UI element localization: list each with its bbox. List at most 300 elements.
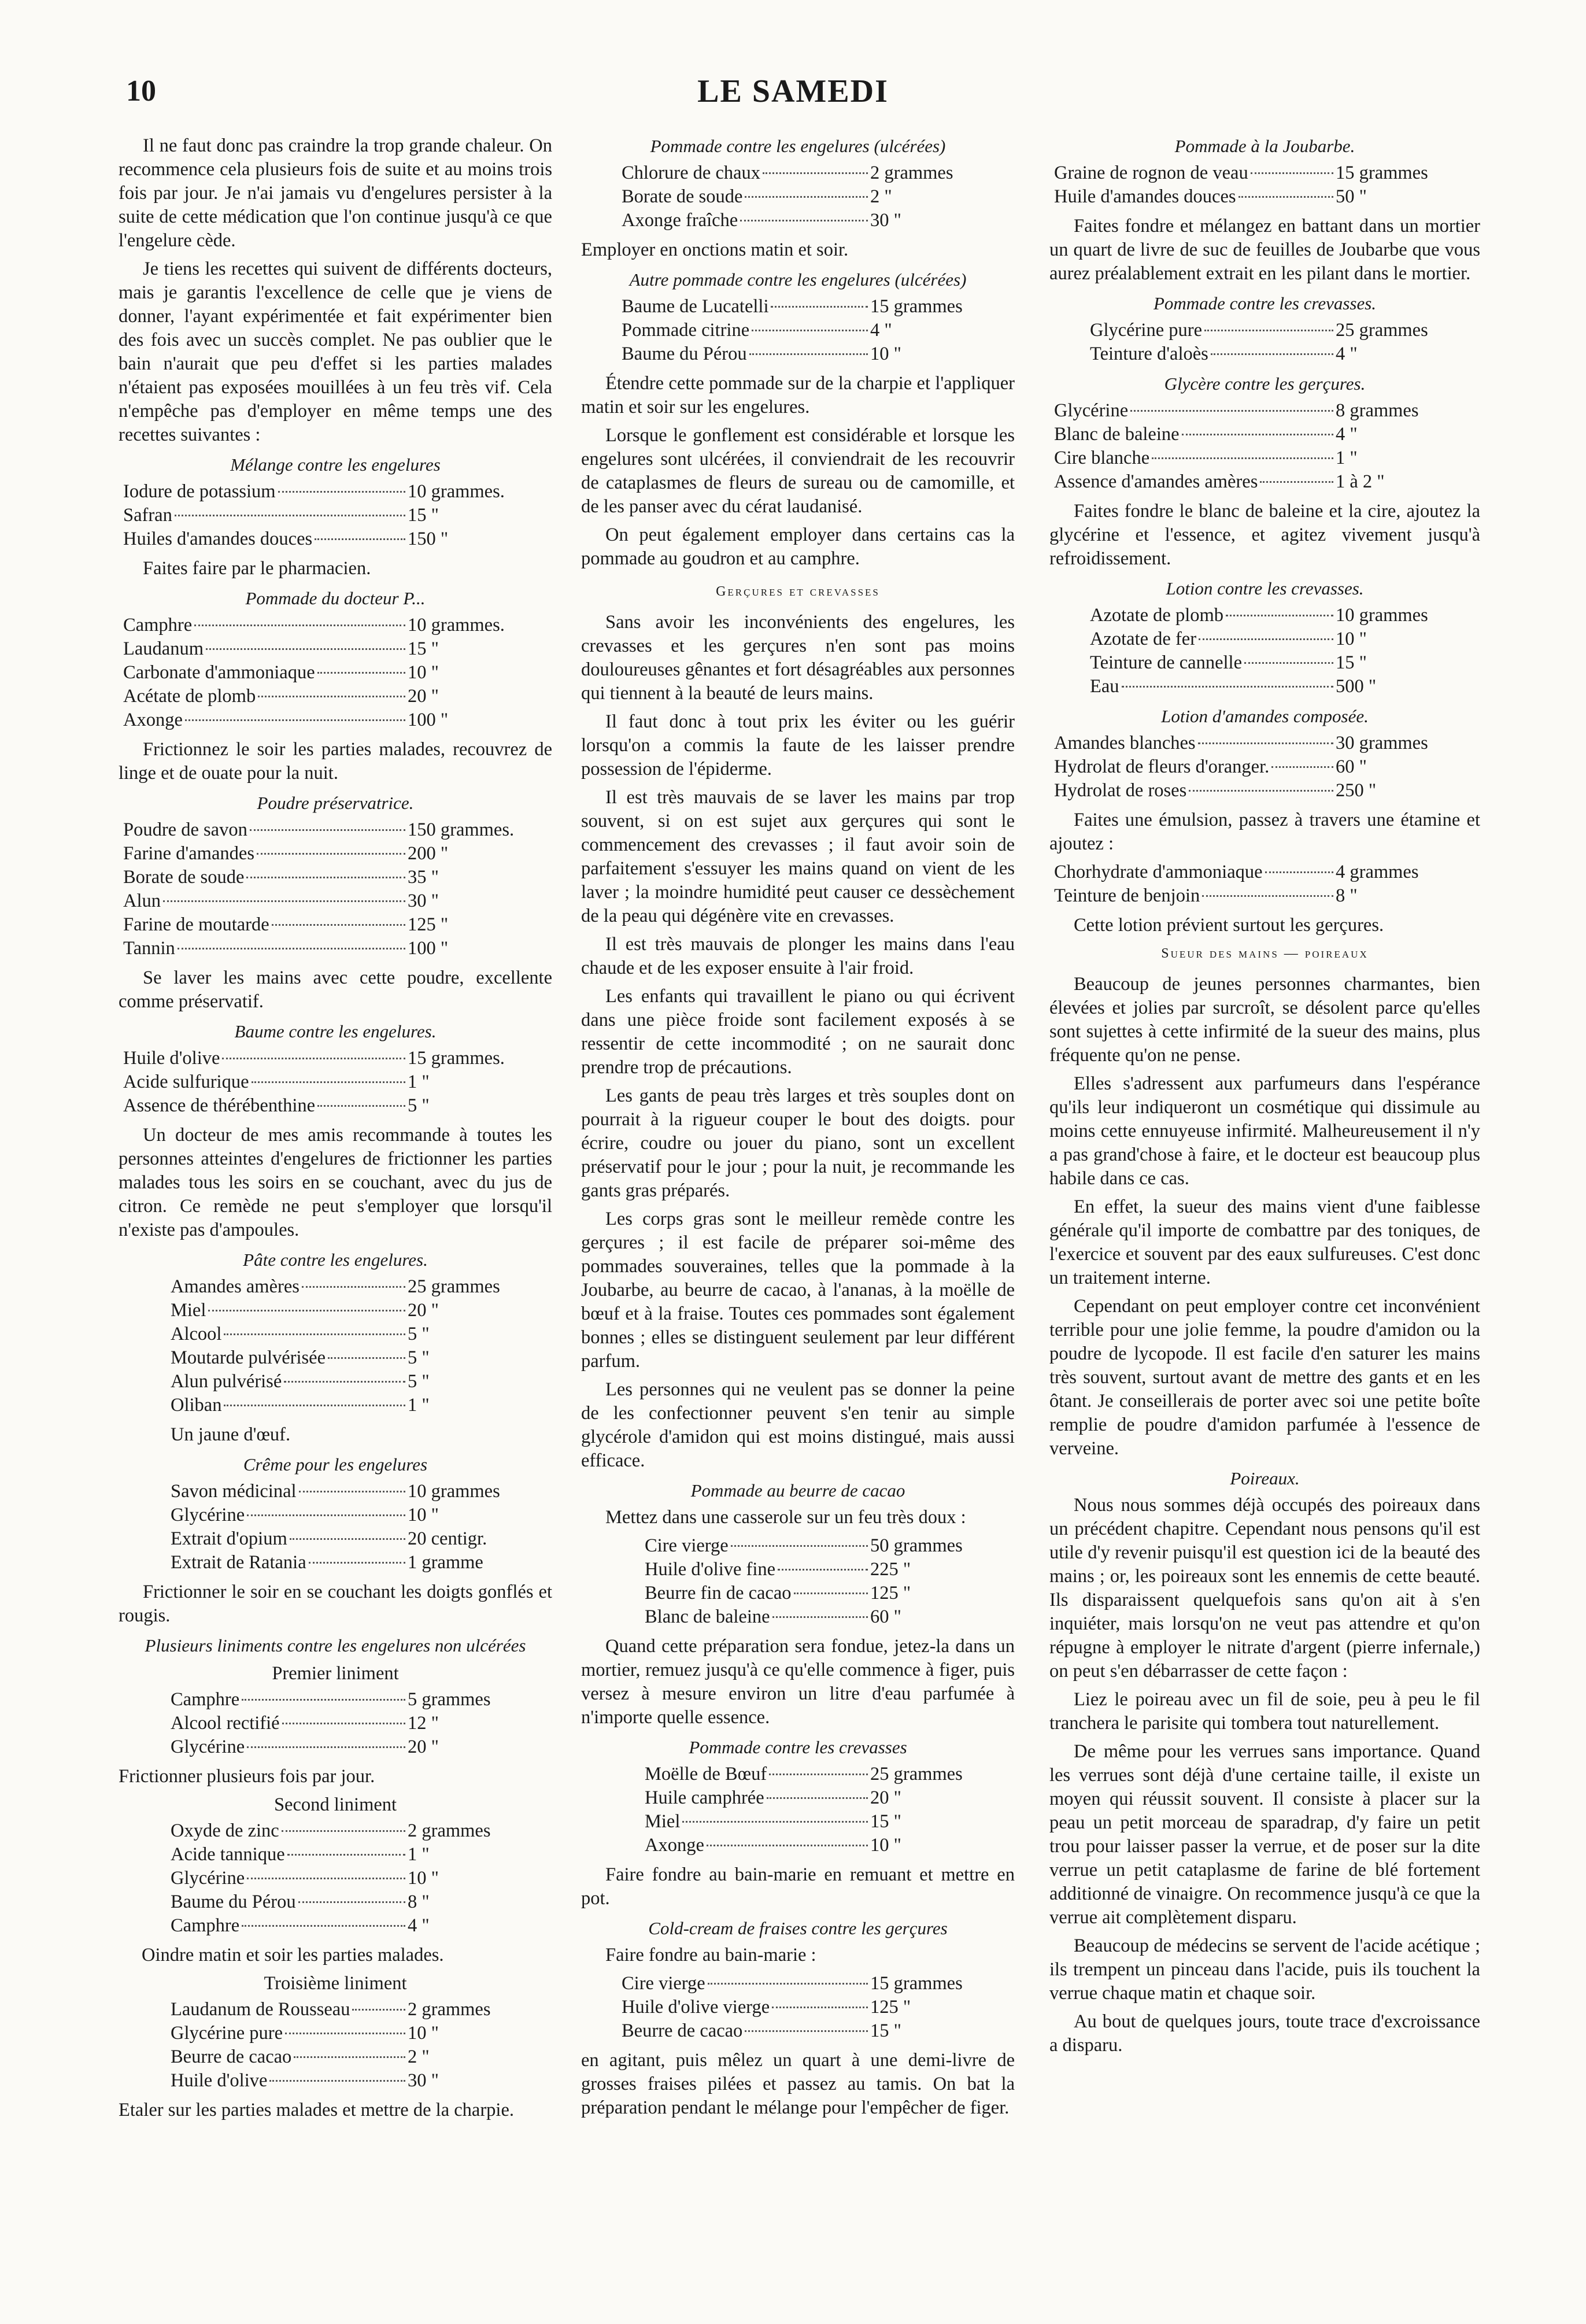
- ingredient-name: Chorhydrate d'ammoniaque: [1054, 862, 1263, 882]
- dot-leader: [1251, 172, 1333, 174]
- dot-leader: [1239, 196, 1333, 198]
- dot-leader: [252, 1081, 405, 1083]
- recipe-note: Oindre matin et soir les parties malades.: [142, 1945, 444, 1965]
- ingredient-name: Azotate de plomb: [1090, 605, 1224, 626]
- ingredient-quantity: 10 ": [1336, 629, 1367, 649]
- ingredient-name: Hydrolat de roses: [1054, 780, 1187, 801]
- ingredient-quantity: 1 à 2 ": [1336, 471, 1385, 492]
- ingredient-row: [171, 1322, 552, 1346]
- ingredient-row: [171, 1712, 552, 1735]
- ingredient-quantity: 5 ": [408, 1095, 430, 1116]
- dot-leader: [278, 491, 405, 493]
- dot-leader: [298, 1901, 405, 1903]
- paragraph: Beaucoup de jeunes personnes charmantes, bien élevées et jolies par surcroît, se désolent parce qu'elles sont sujettes à cette infirmité de la sueur des mains, plus fréquente qu'on ne pense.: [1049, 974, 1480, 1066]
- ingredient-quantity: 10 grammes.: [408, 615, 505, 636]
- ingredient-name: Huile d'amandes douces: [1054, 186, 1236, 207]
- recipe-title: Pommade du docteur P...: [245, 588, 426, 608]
- ingredient-name: Eau: [1090, 676, 1119, 697]
- ingredient-name: Huile d'olive: [171, 2070, 268, 2091]
- ingredient-name: Tannin: [123, 938, 175, 959]
- ingredient-row: [171, 2069, 552, 2093]
- ingredient-name: Baume de Lucatelli: [622, 296, 769, 317]
- ingredient-quantity: 100 ": [408, 938, 449, 959]
- ingredient-quantity: 150 grammes.: [408, 819, 515, 840]
- dot-leader: [285, 2033, 405, 2034]
- ingredient-quantity: 4 ": [1336, 343, 1358, 364]
- ingredient-name: Azotate de fer: [1090, 629, 1197, 649]
- ingredient-quantity: 15 grammes: [1336, 162, 1428, 183]
- ingredient-quantity: 10 ": [408, 662, 439, 683]
- ingredient-quantity: 2 ": [870, 186, 892, 207]
- ingredient-name: Savon médicinal: [171, 1481, 297, 1502]
- ingredient-quantity: 5 ": [408, 1371, 430, 1392]
- dot-leader: [258, 696, 405, 697]
- ingredient-quantity: 20 ": [408, 686, 439, 707]
- page-title: LE SAMEDI: [697, 73, 889, 109]
- recipe-note: en agitant, puis mêlez un quart à une demi-livre de grosses fraises pilées et passez au tamis. On bat la préparation pendant le mélange pour l'empêcher de figer.: [581, 2050, 1015, 2118]
- ingredient-row: [622, 1996, 1015, 2019]
- dot-leader: [247, 1878, 405, 1879]
- ingredient-quantity: 15 ": [408, 505, 439, 526]
- ingredient-name: Huile d'olive: [123, 1048, 220, 1069]
- ingredient-quantity: 125 ": [408, 914, 449, 935]
- ingredient-row: [1090, 342, 1480, 366]
- dot-leader: [328, 1357, 405, 1359]
- ingredient-row: [1054, 884, 1480, 908]
- ingredient-quantity: 60 ": [870, 1606, 901, 1627]
- ingredient-row: [123, 1094, 552, 1118]
- column-2: [581, 134, 1015, 2125]
- ingredient-name: Teinture de benjoin: [1054, 885, 1200, 906]
- dot-leader: [745, 2030, 868, 2032]
- ingredient-quantity: 15 grammes: [870, 1973, 963, 1994]
- dot-leader: [302, 1286, 405, 1288]
- ingredient-name: Alun pulvérisé: [171, 1371, 282, 1392]
- dot-leader: [1152, 457, 1333, 459]
- ingredient-name: Baume du Pérou: [171, 1891, 296, 1912]
- ingredient-row: [622, 161, 1015, 185]
- ingredient-row: [123, 637, 552, 661]
- ingredient-row: [1090, 651, 1480, 675]
- dot-leader: [1211, 353, 1333, 355]
- dot-leader: [206, 648, 405, 650]
- ingredient-quantity: 10 grammes: [408, 1481, 500, 1502]
- paragraph: Nous nous sommes déjà occupés des poireaux dans un précédent chapitre. Cependant nous pensons qu'il est utile d'y revenir puisqu'il est question ici de la beauté des mains ; or, les poireaux sont les ennemis de cette beauté. Ils disparaissent quelquefois sans qu'on ait à s'en inquiéter, mais lorsqu'on ne veut pas attendre et qu'on répugne à employer le nitrate d'argent (pierre infernale,) on peut s'en débarrasser de cette façon :: [1049, 1495, 1480, 1682]
- dot-leader: [317, 672, 405, 674]
- ingredient-row: [171, 1480, 552, 1503]
- ingredient-row: [622, 209, 1015, 232]
- ingredient-quantity: 10 grammes.: [408, 481, 505, 502]
- ingredient-name: Cire blanche: [1054, 448, 1150, 468]
- dot-leader: [247, 1746, 405, 1748]
- ingredient-name: Axonge: [123, 710, 183, 730]
- dot-leader: [178, 948, 405, 949]
- ingredient-name: Iodure de potassium: [123, 481, 276, 502]
- ingredient-row: [1054, 399, 1480, 423]
- column-3: [1049, 134, 1480, 2062]
- recipe-title: Glycère contre les gerçures.: [1164, 374, 1366, 394]
- ingredient-list: [581, 1534, 1015, 1629]
- ingredient-row: [171, 1394, 552, 1417]
- recipe-note: Faites fondre et mélangez en battant dans un mortier un quart de livre de suc de feuilles de Joubarbe que vous aurez préalablement extrait en les pilant dans le mortier.: [1049, 216, 1480, 284]
- paragraph: Au bout de quelques jours, toute trace d'excroissance a disparu.: [1049, 2011, 1480, 2056]
- ingredient-name: Acide sulfurique: [123, 1072, 249, 1092]
- ingredient-name: Beurre fin de cacao: [645, 1583, 792, 1603]
- ingredient-row: [123, 1070, 552, 1094]
- ingredient-quantity: 15 ": [870, 1811, 901, 1832]
- ingredient-quantity: 50 ": [1336, 186, 1367, 207]
- paragraph: En effet, la sueur des mains vient d'une faiblesse générale qu'il importe de combattre par des toniques, de l'exercice et souvent par des eaux sulfureuses. C'est donc un traitement interne.: [1049, 1196, 1480, 1288]
- dot-leader: [1198, 742, 1333, 744]
- recipe-note: Faites fondre le blanc de baleine et la cire, ajoutez la glycérine et l'essence, et agitez vivement jusqu'à refroidissement.: [1049, 501, 1480, 569]
- ingredient-quantity: 2 grammes: [408, 1999, 491, 2020]
- ingredient-row: [123, 614, 552, 637]
- recipe-title: Pommade au beurre de cacao: [690, 1480, 905, 1501]
- recipe-note: Faites une émulsion, passez à travers une étamine et ajoutez :: [1049, 810, 1480, 854]
- ingredient-quantity: 250 ": [1336, 780, 1377, 801]
- ingredient-name: Poudre de savon: [123, 819, 247, 840]
- ingredient-row: [171, 1503, 552, 1527]
- ingredient-row: [171, 1527, 552, 1551]
- ingredient-quantity: 5 grammes: [408, 1689, 491, 1710]
- liniment-title: Second liniment: [273, 1794, 397, 1815]
- ingredient-quantity: 20 ": [870, 1787, 901, 1808]
- dot-leader: [299, 1491, 405, 1492]
- ingredient-row: [123, 818, 552, 842]
- paragraph: Étendre cette pommade sur de la charpie et l'appliquer matin et soir sur les engelures.: [581, 373, 1015, 417]
- ingredient-name: Alcool: [171, 1324, 222, 1344]
- ingredient-name: Chlorure de chaux: [622, 162, 761, 183]
- ingredient-name: Glycérine pure: [171, 2023, 283, 2044]
- ingredient-name: Amandes blanches: [1054, 733, 1196, 753]
- ingredient-row: [171, 2045, 552, 2069]
- ingredient-list: [119, 1047, 552, 1118]
- recipe-title: Pommade contre les engelures (ulcérées): [650, 136, 946, 156]
- ingredient-list: [581, 1763, 1015, 1857]
- ingredient-list: [1049, 399, 1480, 494]
- ingredient-name: Miel: [171, 1300, 206, 1321]
- dot-leader: [763, 172, 868, 174]
- recipe-title: Crême pour les engelures: [243, 1454, 428, 1475]
- ingredient-name: Glycérine pure: [1090, 320, 1203, 341]
- ingredient-name: Camphre: [123, 615, 193, 636]
- ingredient-quantity: 30 grammes: [1336, 733, 1428, 753]
- ingredient-row: [123, 1047, 552, 1070]
- ingredient-row: [171, 1299, 552, 1322]
- paragraph: Les enfants qui travaillent le piano ou qui écrivent dans une pièce froide sont facilement exposés à se ressentir de cette incommodité ; on ne saurait donc prendre trop de précautions.: [581, 986, 1015, 1078]
- recipe-note: Se laver les mains avec cette poudre, excellente comme préservatif.: [119, 967, 552, 1012]
- recipe-title: Autre pommade contre les engelures (ulcérées): [629, 269, 967, 290]
- recipe-intro: Mettez dans une casserole sur un feu très doux :: [605, 1507, 966, 1528]
- ingredient-row: [123, 504, 552, 527]
- ingredient-name: Axonge: [645, 1835, 704, 1856]
- paragraph: De même pour les verrues sans importance. Quand les verrues sont déjà d'une certaine taille, il existe un moyen qui réussit souvent. Il consiste à placer sur la peau un petit morceau de sparadrap, d'y faire un petit trou pour laisser passer la verrue, et de poser sur la dite verrue un petit cataplasme de farine de blé fortement additionné de vinaigre. On recommence jusqu'à ce que la verrue ait complètement disparu.: [1049, 1741, 1480, 1928]
- ingredient-name: Cire vierge: [645, 1535, 729, 1556]
- ingredient-row: [1054, 779, 1480, 803]
- ingredient-name: Beurre de cacao: [622, 2020, 743, 2041]
- ingredient-row: [171, 1998, 552, 2022]
- ingredient-name: Carbonate d'ammoniaque: [123, 662, 315, 683]
- ingredient-name: Blanc de baleine: [1054, 424, 1180, 445]
- recipe-note: Frictionner plusieurs fois par jour.: [119, 1766, 375, 1787]
- ingredient-quantity: 225 ": [870, 1559, 911, 1580]
- dot-leader: [745, 196, 868, 198]
- dot-leader: [749, 353, 868, 355]
- ingredient-row: [1090, 627, 1480, 651]
- ingredient-row: [1054, 423, 1480, 446]
- ingredient-row: [1054, 185, 1480, 209]
- dot-leader: [224, 1333, 405, 1335]
- ingredient-quantity: 125 ": [870, 1997, 911, 2018]
- ingredient-row: [1054, 755, 1480, 779]
- ingredient-quantity: 25 grammes: [1336, 320, 1428, 341]
- recipe-note: Etaler sur les parties malades et mettre de la charpie.: [119, 2100, 514, 2120]
- paragraph: Elles s'adressent aux parfumeurs dans l'espérance qu'ils leur indiqueront un cosmétique qui dissimule au moins cette ennuyeuse infirmité. Malheureusement il n'y a pas grand'chose à faire, et le docteur est beaucoup plus habile dans ce cas.: [1049, 1073, 1480, 1189]
- dot-leader: [1202, 895, 1333, 897]
- dot-leader: [194, 625, 405, 626]
- recipe-note: Frictionnez le soir les parties malades, recouvrez de linge et de ouate pour la nuit.: [119, 739, 552, 784]
- ingredient-name: Moëlle de Bœuf: [645, 1764, 767, 1784]
- ingredient-quantity: 10 grammes: [1336, 605, 1428, 626]
- dot-leader: [1265, 871, 1333, 873]
- ingredient-row: [171, 1843, 552, 1867]
- ingredient-row: [645, 1605, 1015, 1629]
- ingredient-quantity: 4 grammes: [1336, 862, 1419, 882]
- ingredient-name: Graine de rognon de veau: [1054, 162, 1248, 183]
- paragraph: Cependant on peut employer contre cet inconvénient terrible pour une jolie femme, la poudre d'amidon ou la poudre de lycopode. Il est facile d'en saturer les mains très souvent, surtout avant de mettre des gants et en les ôtant. Je conseillerais de porter avec soi une petite boîte remplie de poudre d'amidon parfumée à l'essence de verveine.: [1049, 1296, 1480, 1459]
- ingredient-name: Alcool rectifié: [171, 1713, 280, 1734]
- ingredient-quantity: 35 ": [408, 867, 439, 888]
- ingredient-name: Glycérine: [171, 1505, 245, 1525]
- recipe-title: Pommade contre les crevasses: [689, 1737, 907, 1757]
- ingredient-row: [171, 1890, 552, 1914]
- ingredient-row: [645, 1786, 1015, 1810]
- ingredient-name: Glycérine: [171, 1868, 245, 1889]
- ingredient-name: Oliban: [171, 1395, 222, 1416]
- ingredient-quantity: 30 ": [408, 891, 439, 911]
- dot-leader: [1130, 410, 1333, 412]
- recipe-note: Quand cette préparation sera fondue, jetez-la dans un mortier, remuez jusqu'à ce qu'elle commence à figer, puis versez à mesure environ un litre d'eau parfumée à n'importe quelle essence.: [581, 1636, 1015, 1728]
- dot-leader: [294, 2056, 405, 2058]
- paragraph: Les personnes qui ne veulent pas se donner la peine de les confectionner peuvent s'en tenir au simple glycérole d'amidon qui est moins distingué, mais aussi efficace.: [581, 1379, 1015, 1471]
- ingredient-list: [119, 1819, 552, 1938]
- ingredient-quantity: 1 ": [1336, 448, 1358, 468]
- dot-leader: [257, 853, 405, 855]
- ingredient-row: [1054, 470, 1480, 494]
- dot-leader: [175, 515, 405, 516]
- ingredient-list: [1049, 731, 1480, 803]
- ingredient-quantity: 20 ": [408, 1300, 439, 1321]
- ingredient-quantity: 1 gramme: [408, 1552, 483, 1573]
- ingredient-quantity: 200 ": [408, 843, 449, 864]
- ingredient-quantity: 10 ": [408, 1868, 439, 1889]
- ingredient-name: Camphre: [171, 1915, 240, 1936]
- ingredient-row: [1054, 731, 1480, 755]
- ingredient-row: [123, 842, 552, 866]
- ingredient-row: [645, 1534, 1015, 1558]
- ingredient-row: [123, 913, 552, 937]
- recipe-note: Employer en onctions matin et soir.: [581, 239, 849, 260]
- paragraph: Beaucoup de médecins se servent de l'acide acétique ; ils trempent un pinceau dans l'acide, puis ils touchent la verrue chaque matin et chaque soir.: [1049, 1935, 1480, 2004]
- ingredient-row: [171, 1735, 552, 1759]
- liniment-title: Premier liniment: [272, 1663, 399, 1684]
- dot-leader: [740, 220, 868, 221]
- dot-leader: [1260, 481, 1333, 483]
- dot-leader: [707, 1845, 868, 1846]
- ingredient-row: [1054, 446, 1480, 470]
- ingredient-name: Assence de thérébenthine: [123, 1095, 316, 1116]
- dot-leader: [778, 1569, 868, 1571]
- ingredient-quantity: 8 grammes: [1336, 400, 1419, 421]
- ingredient-row: [171, 1551, 552, 1575]
- dot-leader: [309, 1562, 405, 1564]
- dot-leader: [731, 1545, 868, 1547]
- ingredient-row: [123, 685, 552, 708]
- ingredient-row: [171, 1370, 552, 1394]
- recipe-intro: Faire fondre au bain-marie :: [605, 1945, 816, 1965]
- dot-leader: [794, 1593, 868, 1594]
- ingredient-name: Laudanum de Rousseau: [171, 1999, 350, 2020]
- dot-leader: [269, 2080, 405, 2082]
- ingredient-row: [171, 1688, 552, 1712]
- ingredient-name: Hydrolat de fleurs d'oranger.: [1054, 756, 1270, 777]
- dot-leader: [242, 1699, 405, 1701]
- dot-leader: [287, 1854, 405, 1856]
- ingredient-quantity: 4 ": [870, 320, 892, 341]
- ingredient-name: Moutarde pulvérisée: [171, 1347, 326, 1368]
- ingredient-row: [622, 185, 1015, 209]
- recipe-note: Faire fondre au bain-marie en remuant et mettre en pot.: [581, 1864, 1015, 1909]
- ingredient-name: Glycérine: [1054, 400, 1129, 421]
- liniment-title: Troisième liniment: [264, 1973, 407, 1994]
- dot-leader: [163, 900, 405, 902]
- paragraph: Il est très mauvais de plonger les mains dans l'eau chaude et de les exposer ensuite à l'air froid.: [581, 934, 1015, 978]
- dot-leader: [708, 1983, 868, 1985]
- ingredient-row: [171, 1275, 552, 1299]
- ingredient-row: [171, 1346, 552, 1370]
- ingredient-quantity: 2 ": [408, 2046, 430, 2067]
- ingredient-name: Huiles d'amandes douces: [123, 529, 313, 549]
- ingredient-list: [1049, 319, 1480, 366]
- ingredient-list: [119, 614, 552, 732]
- ingredient-row: [123, 937, 552, 960]
- ingredient-list: [119, 1688, 552, 1759]
- paragraph: Liez le poireau avec un fil de soie, peu à peu le fil tranchera le parisite qui tombera tout naturellement.: [1049, 1689, 1480, 1734]
- recipe-title: Lotion contre les crevasses.: [1166, 578, 1364, 598]
- recipe-note: Frictionner le soir en se couchant les doigts gonflés et rougis.: [119, 1582, 552, 1626]
- dot-leader: [185, 719, 405, 721]
- column-1: [119, 134, 552, 2127]
- section-heading: Sueur des mains — poireaux: [1161, 946, 1369, 961]
- ingredient-quantity: 10 ": [870, 1835, 901, 1856]
- ingredient-quantity: 60 ": [1336, 756, 1367, 777]
- ingredient-row: [123, 889, 552, 913]
- ingredient-name: Glycérine: [171, 1736, 245, 1757]
- recipe-title: Mélange contre les engelures: [230, 455, 441, 475]
- ingredient-name: Huile camphrée: [645, 1787, 764, 1808]
- page-number: 10: [126, 75, 156, 108]
- recipe-extra: Un jaune d'œuf.: [171, 1424, 291, 1445]
- ingredient-quantity: 2 grammes: [870, 162, 953, 183]
- ingredient-row: [1054, 860, 1480, 884]
- ingredient-quantity: 50 grammes: [870, 1535, 963, 1556]
- ingredient-name: Teinture de cannelle: [1090, 652, 1242, 673]
- dot-leader: [290, 1538, 405, 1540]
- dot-leader: [222, 1058, 405, 1059]
- dot-leader: [208, 1310, 405, 1311]
- ingredient-list: [581, 295, 1015, 366]
- ingredient-name: Extrait de Ratania: [171, 1552, 306, 1573]
- ingredient-name: Amandes amères: [171, 1276, 300, 1297]
- ingredient-row: [622, 2019, 1015, 2043]
- dot-leader: [767, 1797, 868, 1799]
- ingredient-list: [119, 1480, 552, 1575]
- dot-leader: [284, 1381, 405, 1383]
- ingredient-quantity: 2 grammes: [408, 1820, 491, 1841]
- paragraph: Sans avoir les inconvénients des engelures, les crevasses et les gerçures n'en sont pas moins douloureuses gênantes et fort désagréables aux personnes qui tiennent à la beauté de leurs mains.: [581, 612, 1015, 704]
- ingredient-list: [1049, 860, 1480, 908]
- paragraph: Il est très mauvais de se laver les mains par trop souvent, si on est sujet aux gerçures qui sont le commencement des crevasses ; il faut avoir soin de parfaitement s'essuyer les mains quand on vient de les laver ; la moindre humidité peut causer ce dessèchement de la peau qui dégénère vite en crevasses.: [581, 787, 1015, 926]
- ingredient-row: [645, 1810, 1015, 1834]
- ingredient-quantity: 30 ": [870, 210, 901, 231]
- ingredient-name: Huile d'olive vierge: [622, 1997, 770, 2018]
- ingredient-quantity: 10 ": [408, 2023, 439, 2044]
- ingredient-quantity: 100 ": [408, 710, 449, 730]
- ingredient-name: Borate de soude: [123, 867, 245, 888]
- recipe-note: Faites faire par le pharmacien.: [143, 558, 371, 579]
- dot-leader: [682, 1821, 868, 1823]
- recipe-note: Un docteur de mes amis recommande à toutes les personnes atteintes d'engelures de frictionner les parties malades tous les soirs en se couchant, avec du jus de citron. Ce remède ne peut s'employer que lorsqu'il n'existe pas d'ampoules.: [119, 1125, 552, 1240]
- ingredient-quantity: 15 ": [870, 2020, 901, 2041]
- ingredient-quantity: 8 ": [1336, 885, 1358, 906]
- ingredient-row: [1090, 319, 1480, 342]
- ingredient-quantity: 15 grammes.: [408, 1048, 505, 1069]
- ingredient-row: [622, 342, 1015, 366]
- ingredient-row: [622, 1972, 1015, 1996]
- ingredient-quantity: 30 ": [408, 2070, 439, 2091]
- ingredient-row: [123, 708, 552, 732]
- dot-leader: [769, 1774, 868, 1775]
- recipe-title: Lotion d'amandes composée.: [1161, 706, 1369, 726]
- ingredient-row: [123, 480, 552, 504]
- ingredient-list: [119, 818, 552, 960]
- ingredient-row: [171, 1867, 552, 1890]
- dot-leader: [317, 1105, 405, 1107]
- recipe-title: Poudre préservatrice.: [257, 793, 414, 813]
- ingredient-quantity: 20 centigr.: [408, 1528, 487, 1549]
- ingredient-quantity: 10 ": [408, 1505, 439, 1525]
- section-heading: Gerçures et crevasses: [716, 584, 880, 599]
- dot-leader: [752, 330, 868, 331]
- ingredient-quantity: 12 ": [408, 1713, 439, 1734]
- paragraph: On peut également employer dans certains cas la pommade au goudron et au camphre.: [581, 524, 1015, 569]
- recipe-title: Pommade contre les crevasses.: [1153, 293, 1377, 313]
- recipe-title: Pâte contre les engelures.: [243, 1250, 428, 1270]
- ingredient-row: [622, 295, 1015, 319]
- ingredient-row: [1054, 161, 1480, 185]
- ingredient-row: [1090, 604, 1480, 627]
- ingredient-name: Miel: [645, 1811, 681, 1832]
- ingredient-quantity: 15 ": [408, 638, 439, 659]
- ingredient-list: [119, 1275, 552, 1417]
- ingredient-quantity: 1 ": [408, 1844, 430, 1865]
- ingredient-quantity: 4 ": [1336, 424, 1358, 445]
- paragraph: Il faut donc à tout prix les éviter ou les guérir lorsqu'on a commis la faute de les laisser prendre possession de l'épiderme.: [581, 711, 1015, 779]
- ingredient-name: Acétate de plomb: [123, 686, 256, 707]
- recipe-title: Baume contre les engelures.: [234, 1021, 437, 1041]
- ingredient-name: Axonge fraîche: [622, 210, 738, 231]
- ingredient-name: Teinture d'aloès: [1090, 343, 1208, 364]
